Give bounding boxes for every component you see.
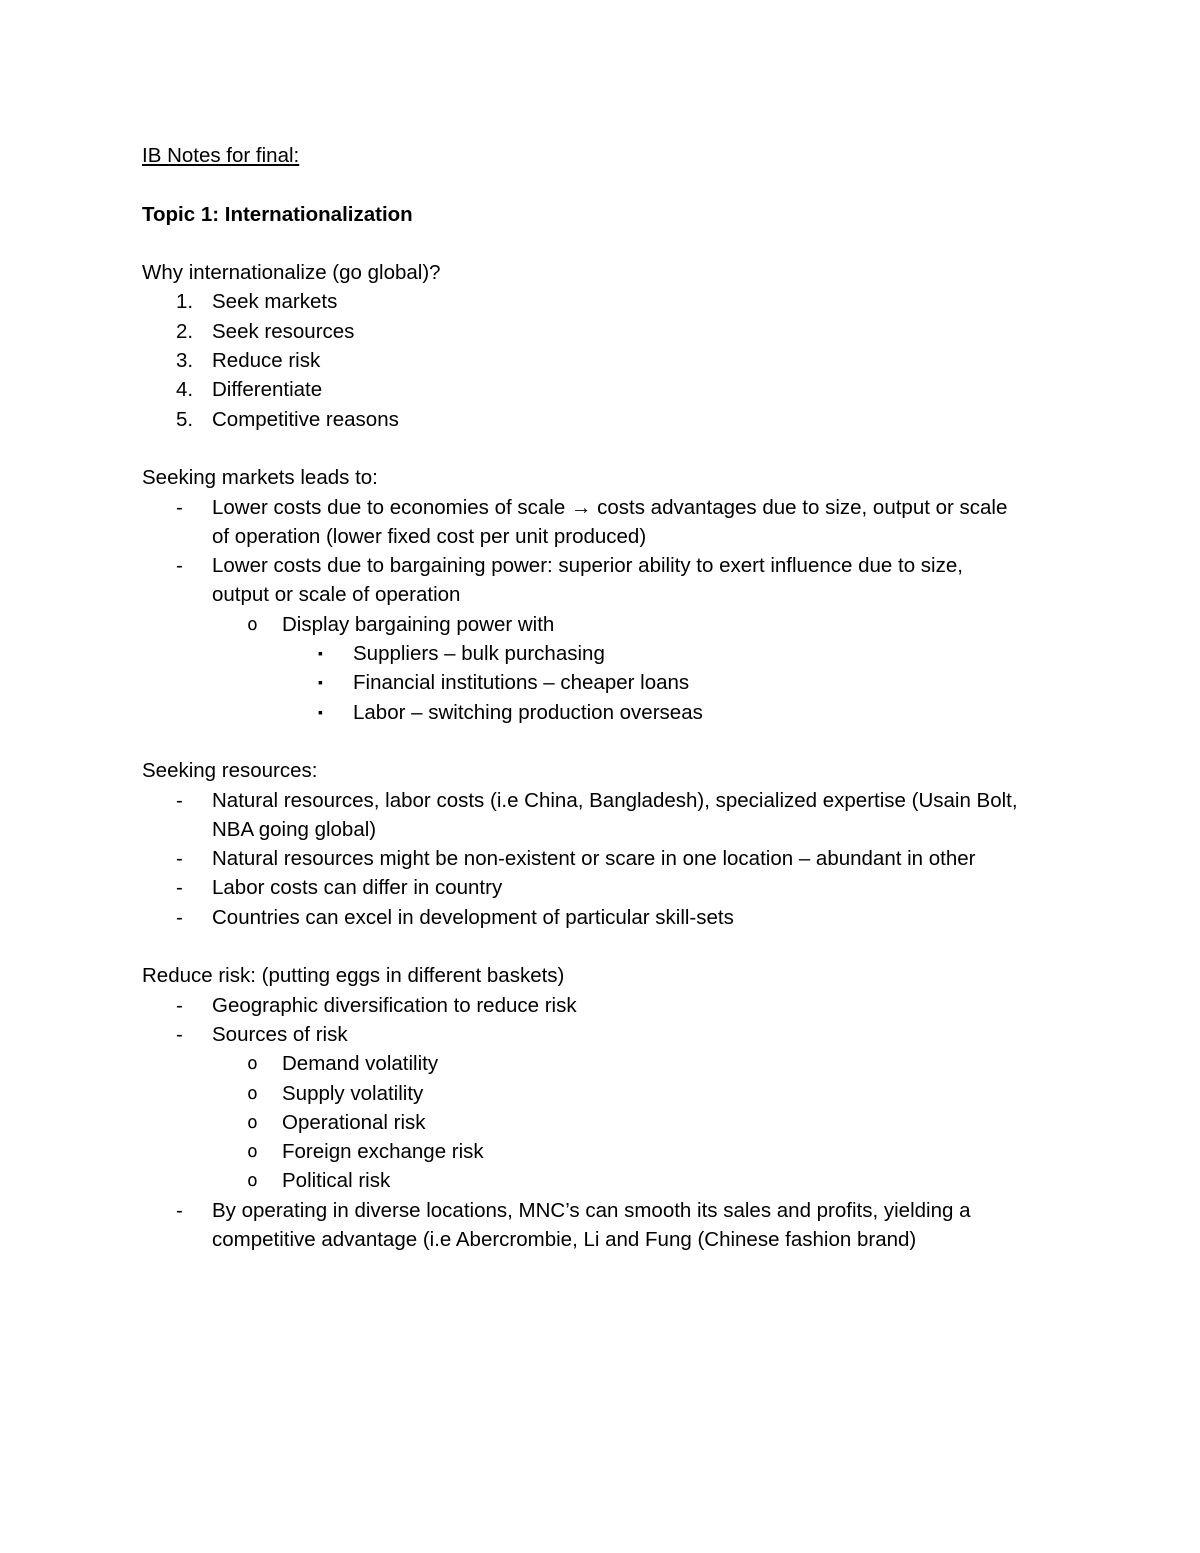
circle-bullet: o xyxy=(247,1111,258,1133)
list-item xyxy=(142,493,1052,552)
list-number: 5. xyxy=(176,407,194,431)
list-number: 2. xyxy=(176,319,194,343)
list-item-text: Differentiate xyxy=(212,378,323,402)
risk-heading: Reduce risk: (putting eggs in different baskets) xyxy=(142,964,565,988)
list-item-text: Demand volatility xyxy=(282,1052,439,1076)
list-item-text: NBA going global) xyxy=(212,817,377,841)
list-item-text: Natural resources, labor costs (i.e China, Bangladesh), specialized expertise (Usain Bolt, xyxy=(212,788,1018,812)
why-question: Why internationalize (go global)? xyxy=(142,261,441,285)
topic-heading: Topic 1: Internationalization xyxy=(142,202,413,226)
spacer xyxy=(142,932,1052,961)
list-item xyxy=(142,668,1052,697)
list-item xyxy=(142,1049,1052,1078)
list-item xyxy=(142,610,1052,639)
spacer xyxy=(142,434,1052,463)
resources-heading: Seeking resources: xyxy=(142,759,318,783)
list-item xyxy=(142,346,1052,375)
spacer xyxy=(142,170,1052,199)
dash-bullet: - xyxy=(176,993,183,1017)
list-item-text: output or scale of operation xyxy=(212,583,461,607)
list-item xyxy=(142,991,1052,1020)
dash-bullet: - xyxy=(176,554,183,578)
list-item xyxy=(142,1196,1052,1255)
document-body xyxy=(142,141,1052,1254)
markets-heading: Seeking markets leads to: xyxy=(142,466,378,490)
list-item-text: Foreign exchange risk xyxy=(282,1140,484,1164)
list-item-text: Suppliers – bulk purchasing xyxy=(353,642,605,666)
list-item-text: of operation (lower fixed cost per unit produced) xyxy=(212,524,647,548)
circle-bullet: o xyxy=(247,1082,258,1104)
list-item xyxy=(142,551,1052,610)
list-item-text: Seek resources xyxy=(212,319,355,343)
list-item-text: Sources of risk xyxy=(212,1022,348,1046)
dash-bullet: - xyxy=(176,905,183,929)
list-item-text: Political risk xyxy=(282,1169,391,1193)
square-bullet: ▪ xyxy=(318,645,323,662)
list-number: 1. xyxy=(176,290,194,314)
list-item-text: competitive advantage (i.e Abercrombie, Li and Fung (Chinese fashion brand) xyxy=(212,1227,917,1251)
list-item-text: Lower costs due to bargaining power: superior ability to exert influence due to size, xyxy=(212,554,963,578)
list-item xyxy=(142,1020,1052,1049)
list-item-text: Lower costs due to economies of scale → costs advantages due to size, output or scale xyxy=(212,495,1008,519)
list-item-text: Reduce risk xyxy=(212,349,321,373)
list-number: 3. xyxy=(176,349,194,373)
list-item-text: Competitive reasons xyxy=(212,407,399,431)
list-item xyxy=(142,1079,1052,1108)
list-item-text: Labor costs can differ in country xyxy=(212,876,503,900)
list-item-text: Display bargaining power with xyxy=(282,612,555,636)
circle-bullet: o xyxy=(247,1141,258,1163)
list-item-text: Supply volatility xyxy=(282,1081,424,1105)
dash-bullet: - xyxy=(176,495,183,519)
list-item xyxy=(142,844,1052,873)
spacer xyxy=(142,229,1052,258)
dash-bullet: - xyxy=(176,876,183,900)
dash-bullet: - xyxy=(176,1198,183,1222)
list-item-text: Financial institutions – cheaper loans xyxy=(353,671,690,695)
square-bullet: ▪ xyxy=(318,674,323,691)
list-item-text: By operating in diverse locations, MNC’s can smooth its sales and profits, yielding a xyxy=(212,1198,971,1222)
list-item xyxy=(142,317,1052,346)
list-item-text: Countries can excel in development of particular skill-sets xyxy=(212,905,734,929)
list-item-text: Natural resources might be non-existent or scare in one location – abundant in other xyxy=(212,847,976,871)
square-bullet: ▪ xyxy=(318,703,323,720)
list-item-text: Labor – switching production overseas xyxy=(353,700,703,724)
list-item xyxy=(142,698,1052,727)
list-item-text: Operational risk xyxy=(282,1110,426,1134)
spacer xyxy=(142,727,1052,756)
dash-bullet: - xyxy=(176,788,183,812)
list-item xyxy=(142,405,1052,434)
dash-bullet: - xyxy=(176,1022,183,1046)
list-number: 4. xyxy=(176,378,194,402)
list-item xyxy=(142,639,1052,668)
circle-bullet: o xyxy=(247,613,258,635)
list-item xyxy=(142,1108,1052,1137)
list-item xyxy=(142,287,1052,316)
list-item-text: Seek markets xyxy=(212,290,338,314)
doc-title: IB Notes for final: xyxy=(142,144,300,167)
list-item-text: Geographic diversification to reduce risk xyxy=(212,993,577,1017)
circle-bullet: o xyxy=(247,1053,258,1075)
list-item xyxy=(142,1166,1052,1195)
circle-bullet: o xyxy=(247,1170,258,1192)
list-item xyxy=(142,873,1052,902)
list-item xyxy=(142,903,1052,932)
dash-bullet: - xyxy=(176,847,183,871)
list-item xyxy=(142,375,1052,404)
list-item xyxy=(142,786,1052,845)
list-item xyxy=(142,1137,1052,1166)
